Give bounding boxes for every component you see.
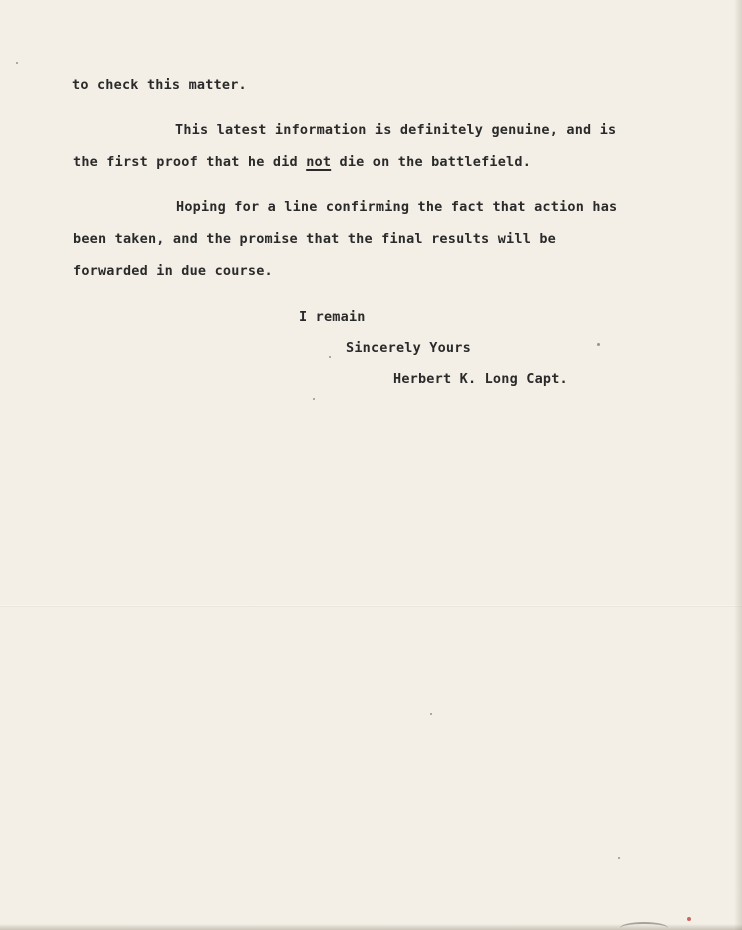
paragraph-1-line-2-start: the first proof that he did (73, 154, 307, 170)
paragraph-1-line-2 (73, 153, 531, 171)
paper-speck (618, 857, 620, 859)
paper-speck (597, 343, 600, 346)
paper-fold-line (0, 605, 742, 607)
closing-i-remain: I remain (299, 309, 366, 325)
paper-speck (329, 356, 331, 358)
paragraph-2-line-1: Hoping for a line confirming the fact that action has (176, 199, 618, 215)
closing-sincerely: Sincerely Yours (346, 340, 471, 356)
paragraph-2-line-2: been taken, and the promise that the final results will be (73, 231, 557, 247)
paper-speck (313, 398, 315, 400)
paper-speck (16, 62, 18, 64)
opening-line: to check this matter. (72, 77, 247, 93)
red-ink-speck (687, 917, 691, 921)
paragraph-1-line-2-end: die on the battlefield. (331, 154, 532, 170)
emphasized-word: not (306, 154, 332, 170)
page-edge-shadow (734, 0, 742, 930)
paper-speck (430, 713, 432, 715)
signature-name: Herbert K. Long Capt. (393, 371, 568, 387)
paragraph-2-line-3: forwarded in due course. (73, 263, 273, 279)
paper-corner-curl (620, 922, 668, 930)
paragraph-1-line-1: This latest information is definitely genuine, and is (175, 122, 617, 138)
